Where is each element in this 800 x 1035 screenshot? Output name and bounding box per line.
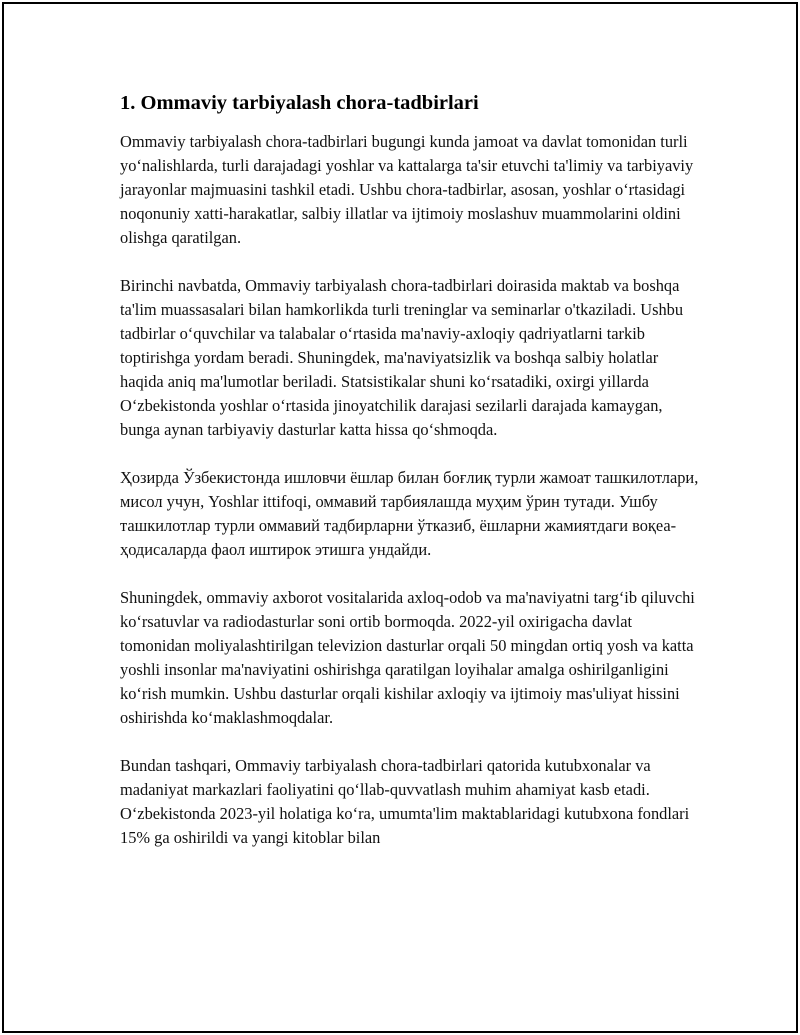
paragraph-1: Ommaviy tarbiyalash chora-tadbirlari bugungi kunda jamoat va davlat tomonidan turli yoʻnalishlarda, turli darajadagi yoshlar va kattalarga ta'sir etuvchi ta'limiy va tarbiyaviy jarayonlar majmuasini tashkil etadi. Ushbu chora-tadbirlar, asosan, yoshlar oʻrtasidagi noqonuniy xatti-harakatlar, salbiy illatlar va ijtimoiy moslashuv muammolarini oldini olishga qaratilgan. [120, 132, 694, 247]
document-body [120, 90, 700, 874]
section-heading: 1. Ommaviy tarbiyalash chora-tadbirlari [120, 92, 479, 114]
paragraph-4: Shuningdek, ommaviy axborot vositalarida axloq-odob va ma'naviyatni targʻib qiluvchi koʻrsatuvlar va radiodasturlar soni ortib bormoqda. 2022-yil oxirigacha davlat tomonidan moliyalashtirilgan televizion dasturlar orqali 50 mingdan ortiq yosh va katta yoshli insonlar ma'naviyatini oshirishga qaratilgan loyihalar amalga oshirilganligini koʻrish mumkin. Ushbu dasturlar orqali kishilar axloqiy va ijtimoiy mas'uliyat hissini oshirishda koʻmaklashmoqdalar. [120, 588, 695, 727]
paragraph-5: Bundan tashqari, Ommaviy tarbiyalash chora-tadbirlari qatorida kutubxonalar va madaniyat markazlari faoliyatini qoʻllab-quvvatlash muhim ahamiyat kasb etadi. Oʻzbekistonda 2023-yil holatiga koʻra, umumta'lim maktablaridagi kutubxona fondlari 15% ga oshirildi va yangi kitoblar bilan [120, 756, 690, 847]
paragraph-2: Birinchi navbatda, Ommaviy tarbiyalash chora-tadbirlari doirasida maktab va boshqa ta'lim muassasalari bilan hamkorlikda turli treninglar va seminarlar o'tkaziladi. Ushbu tadbirlar oʻquvchilar va talabalar oʻrtasida ma'naviy-axloqiy qadriyatlarni tarkib toptirishga yordam beradi. Shuningdek, ma'naviyatsizlik va boshqa salbiy holatlar haqida aniq ma'lumotlar beriladi. Statsistikalar shuni koʻrsatadiki, oxirgi yillarda Oʻzbekistonda yoshlar oʻrtasida jinoyatchilik darajasi sezilarli darajada kamaygan, bunga aynan tarbiyaviy dasturlar katta hissa qoʻshmoqda. [120, 276, 684, 439]
paragraph-3: Ҳозирда Ўзбекистонда ишловчи ёшлар билан боғлиқ турли жамоат ташкилотлари, мисол учун, Yoshlar ittifoqi, оммавий тарбиялашда муҳим ўрин тутади. Ушбу ташкилотлар турли оммавий тадбирларни ўтказиб, ёшларни жамиятдаги воқеа-ҳодисаларда фаол иштирок этишга ундайди. [120, 468, 699, 559]
document-page [2, 2, 798, 1033]
